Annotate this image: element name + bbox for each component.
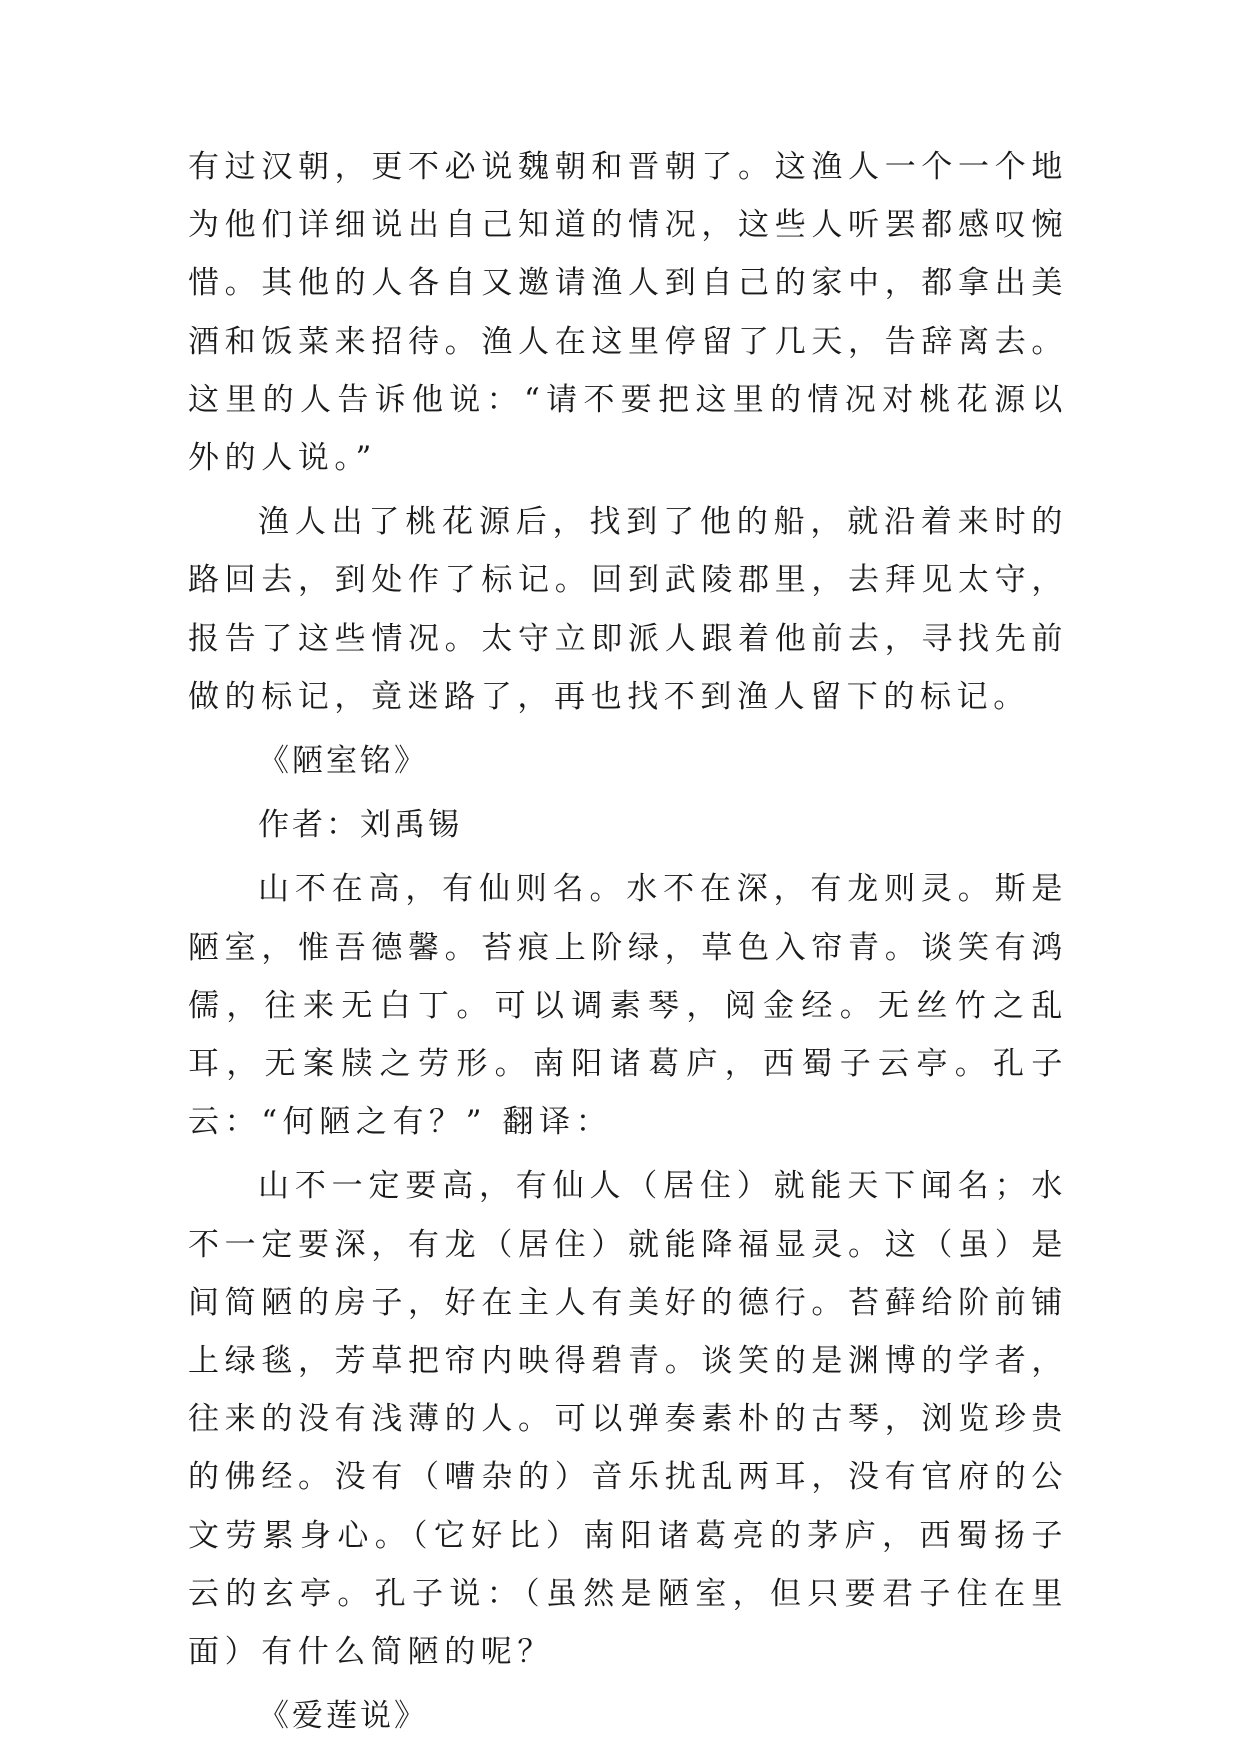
author-liu-yuxi: 作者：刘禹锡 bbox=[258, 807, 462, 844]
title-ai-lian-shuo: 《爱莲说》 bbox=[258, 1698, 428, 1735]
paragraph-lou-shi-ming-translation: 山不一定要高，有仙人（居住）就能天下闻名；水不一定要深，有龙（居住）就能降福显灵。这（虽）是间简陋的房子，好在主人有美好的德行。苔藓给阶前铺上绿毯，芳草把帘内映得碧青。谈笑的是渊博的学者，往来的没有浅薄的人。可以弹奏素朴的古琴，浏览珍贵的佛经。没有（嘈杂的）音乐扰乱两耳，没有官府的公文劳累身心。（它好比）南阳诸葛亮的茅庐，西蜀扬子云的玄亭。孔子说：（虽然是陋室，但只要君子住在里面）有什么简陋的呢？ bbox=[188, 1168, 1068, 1671]
title-lou-shi-ming: 《陋室铭》 bbox=[258, 743, 428, 780]
paragraph-lou-shi-ming-original: 山不在高，有仙则名。水不在深，有龙则灵。斯是陋室，惟吾德馨。苔痕上阶绿，草色入帘青。谈笑有鸿儒，往来无白丁。可以调素琴，阅金经。无丝竹之乱耳，无案牍之劳形。南阳诸葛庐，西蜀子云亭。孔子云：“何陋之有？” 翻译： bbox=[188, 871, 1068, 1141]
paragraph-peach-blossom-continued: 有过汉朝，更不必说魏朝和晋朝了。这渔人一个一个地为他们详细说出自己知道的情况，这些人听罢都感叹惋惜。其他的人各自又邀请渔人到自己的家中，都拿出美酒和饭菜来招待。渔人在这里停留了几天，告辞离去。这里的人告诉他说：“请不要把这里的情况对桃花源以外的人说。” bbox=[188, 149, 1068, 477]
document-page bbox=[188, 138, 1068, 1745]
paragraph-fisherman-return: 渔人出了桃花源后，找到了他的船，就沿着来时的路回去，到处作了标记。回到武陵郡里，去拜见太守，报告了这些情况。太守立即派人跟着他前去，寻找先前做的标记，竟迷路了，再也找不到渔人留下的标记。 bbox=[188, 504, 1068, 715]
